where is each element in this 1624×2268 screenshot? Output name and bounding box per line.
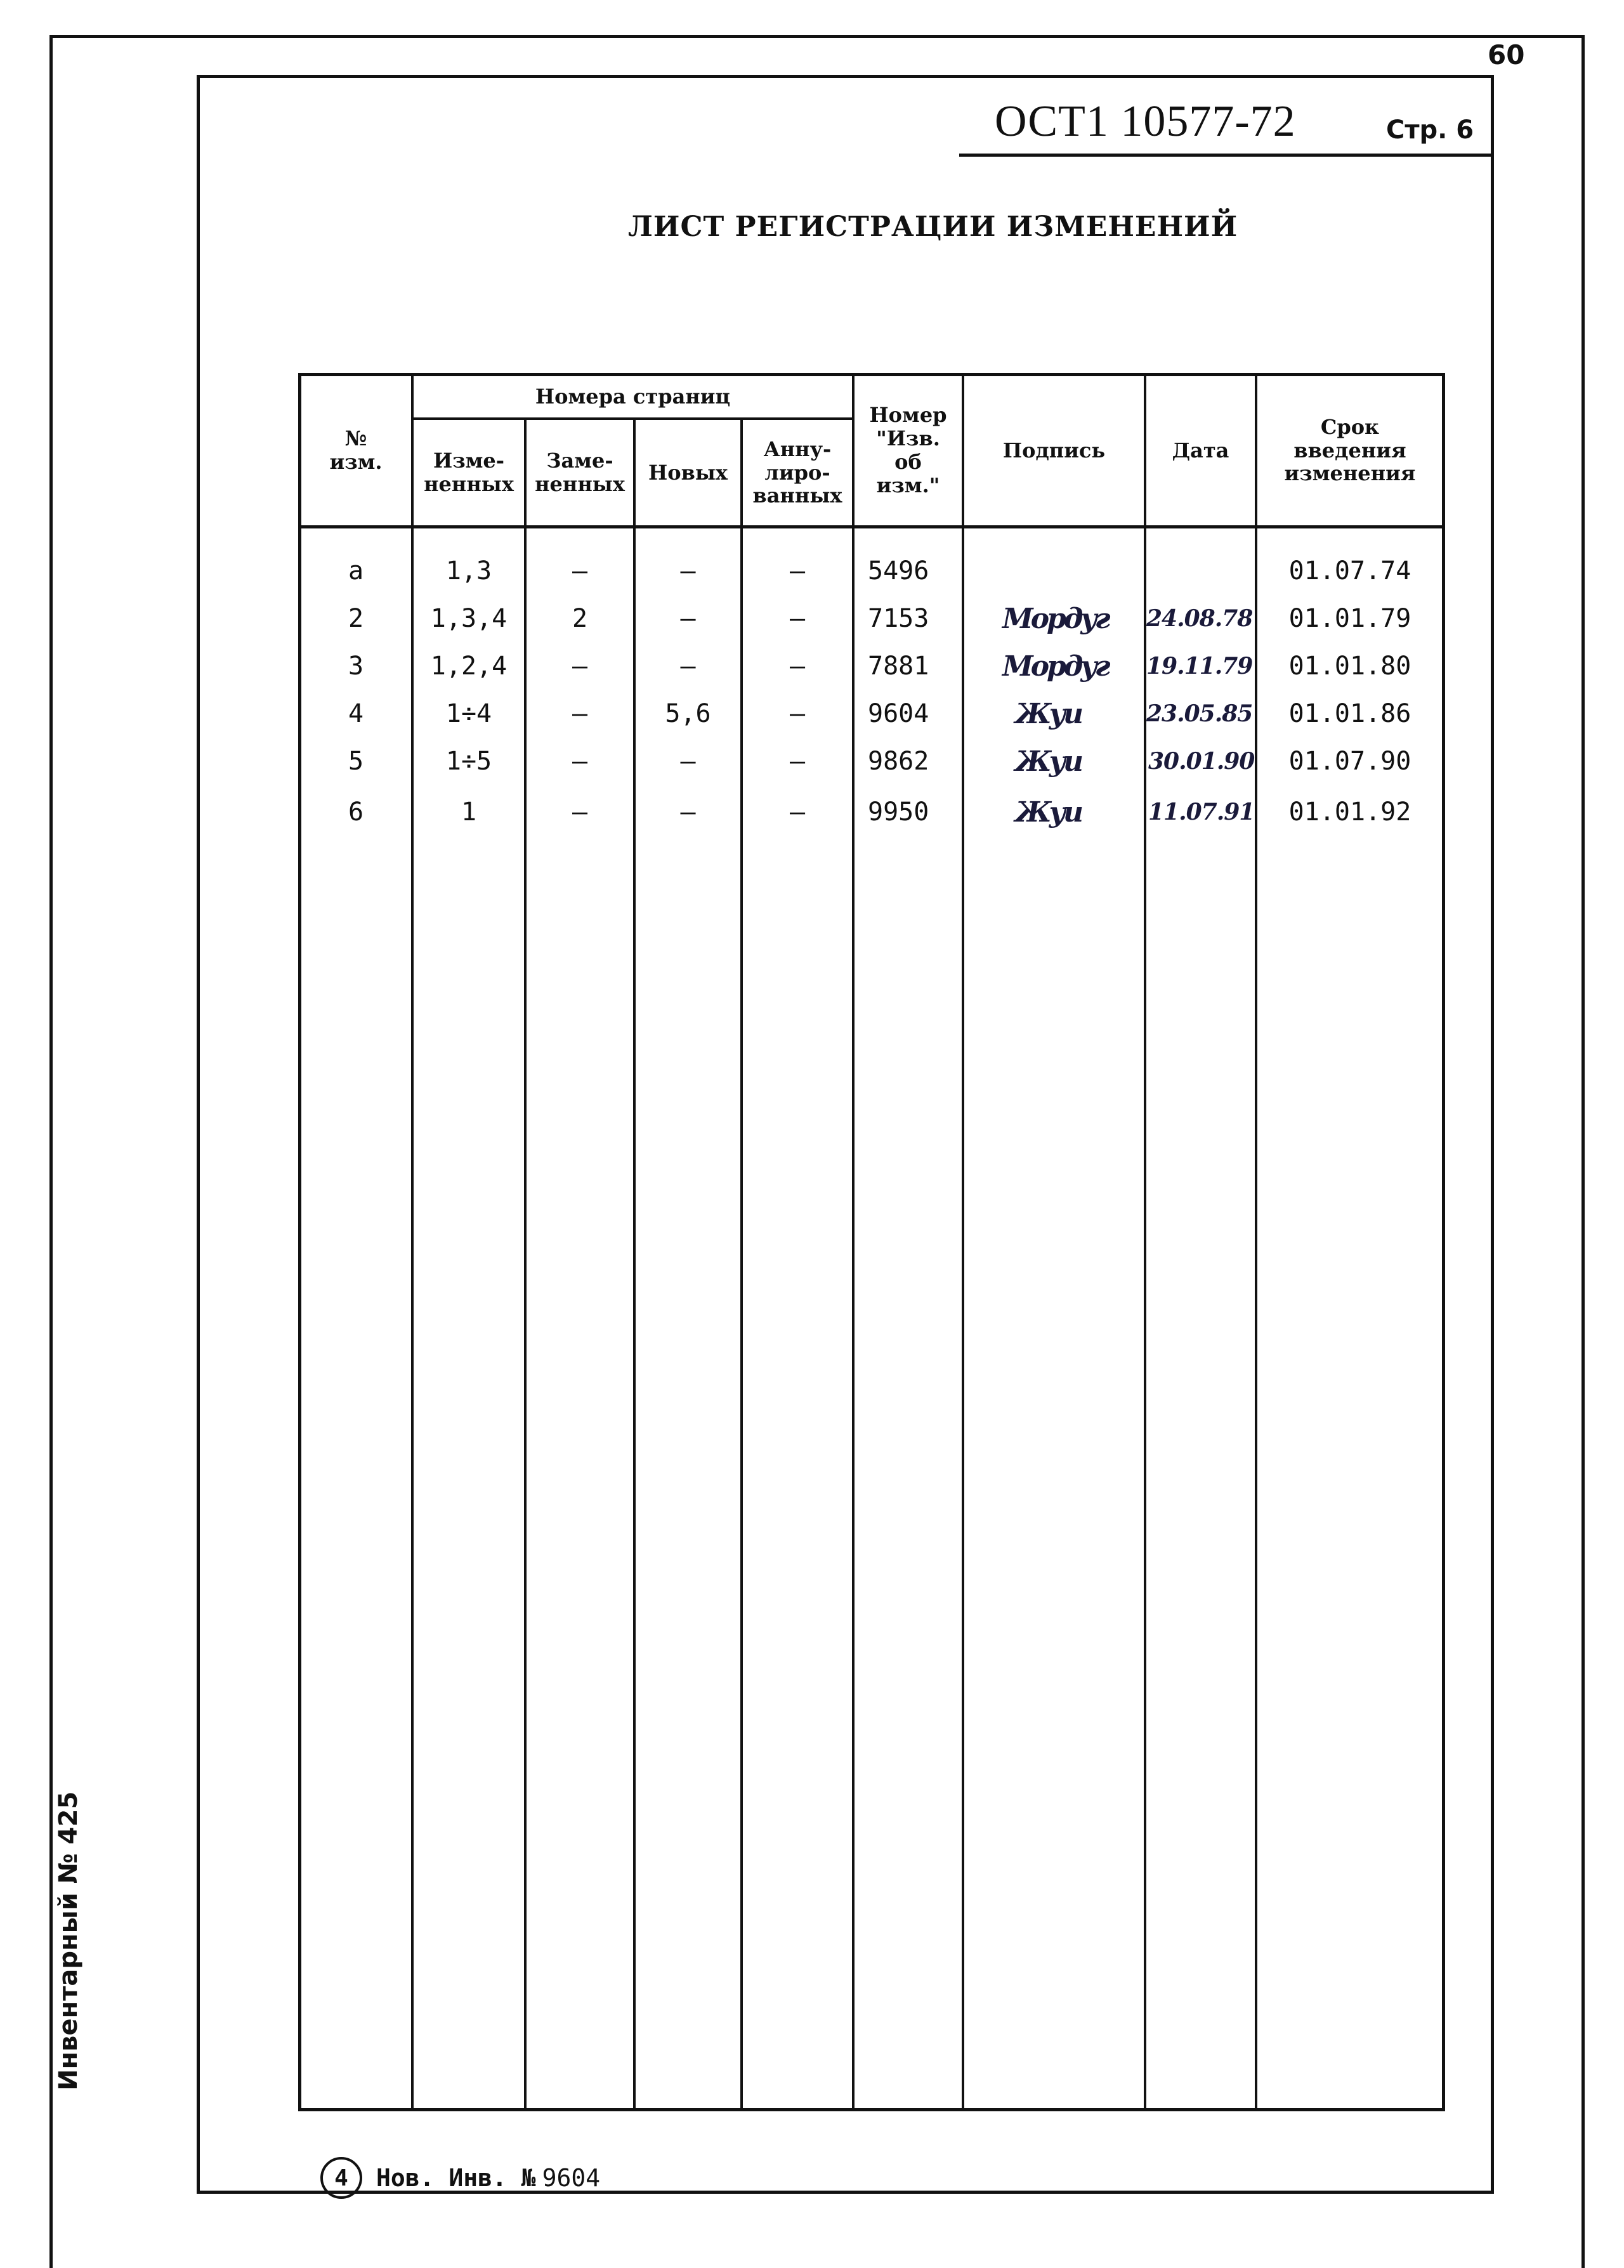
cell-notice-no: 9862 [868, 747, 929, 776]
header-effective-date: Срок введения изменения [1284, 414, 1416, 486]
footnote-number: 9604 [542, 2164, 601, 2192]
header-notice-number: Номер "Изв. об изм." [869, 403, 947, 497]
cell-signature: Жуи [1015, 745, 1082, 778]
cell-new: – [680, 797, 696, 827]
header-signature: Подпись [1002, 438, 1106, 462]
cell-date: 30.01.90 [1148, 748, 1255, 775]
footnote [320, 2157, 600, 2199]
cell-notice-no: 9604 [868, 699, 929, 728]
cell-signature: Мордуг [1002, 602, 1108, 635]
header-page-numbers: Номера страниц [535, 384, 731, 409]
cell-effective-date: 01.01.80 [1288, 652, 1411, 681]
column-divider [962, 373, 964, 2111]
cell-notice-no: 5496 [868, 556, 929, 586]
cell-new: – [680, 652, 696, 681]
cell-notice-no: 9950 [868, 797, 929, 827]
cell-date: 24.08.78 [1146, 605, 1253, 632]
cell-replaced: – [572, 699, 588, 728]
cell-effective-date: 01.01.92 [1288, 797, 1411, 827]
page-title: ЛИСТ РЕГИСТРАЦИИ ИЗМЕНЕНИЙ [628, 211, 1238, 243]
header-change-no: № изм. [329, 426, 383, 474]
footnote-circle-number: 4 [320, 2157, 362, 2199]
document-code: ОСТ1 10577-72 [995, 97, 1296, 146]
header-new-pages: Новых [648, 460, 728, 485]
cell-annulled: – [789, 604, 806, 633]
cell-change-no: 2 [348, 604, 364, 633]
cell-replaced: – [572, 797, 588, 827]
footnote-text: Нов. Инв. № [376, 2164, 536, 2192]
header-replaced-pages: Заме- ненных [535, 449, 625, 496]
cell-date: 19.11.79 [1146, 653, 1253, 679]
cell-replaced: – [572, 747, 588, 776]
cell-signature: Жуи [1015, 697, 1082, 730]
cell-annulled: – [789, 699, 806, 728]
cell-new: – [680, 747, 696, 776]
header-changed-pages: Изме- ненных [424, 449, 514, 496]
cell-new: – [680, 556, 696, 586]
cell-annulled: – [789, 556, 806, 586]
cell-notice-no: 7153 [868, 604, 929, 633]
cell-change-no: 5 [348, 747, 364, 776]
cell-replaced: 2 [572, 604, 588, 633]
cell-changed: 1,3,4 [430, 604, 508, 633]
cell-notice-no: 7881 [868, 652, 929, 681]
cell-date: 11.07.91 [1148, 799, 1255, 825]
cell-effective-date: 01.07.74 [1288, 556, 1411, 586]
cell-new: 5,6 [665, 699, 711, 728]
cell-signature: Жуи [1015, 796, 1082, 829]
cell-changed: 1,3 [445, 556, 492, 586]
sheet-number: 60 [1488, 39, 1525, 70]
header-date: Дата [1172, 438, 1229, 462]
header-rule [959, 154, 1492, 157]
cell-changed: 1,2,4 [430, 652, 508, 681]
cell-change-no: 4 [348, 699, 364, 728]
cell-change-no: 3 [348, 652, 364, 681]
cell-annulled: – [789, 652, 806, 681]
header-annulled-pages: Анну- лиро- ванных [752, 436, 842, 508]
cell-change-no: а [348, 556, 364, 586]
cell-effective-date: 01.07.90 [1288, 747, 1411, 776]
cell-change-no: 6 [348, 797, 364, 827]
cell-changed: 1÷5 [445, 747, 492, 776]
page-label: Стр. 6 [1386, 115, 1474, 145]
cell-replaced: – [572, 652, 588, 681]
cell-annulled: – [789, 797, 806, 827]
cell-new: – [680, 604, 696, 633]
inventory-label: Инвентарный № 425 [54, 1791, 83, 2090]
cell-signature: Мордуг [1002, 650, 1108, 683]
cell-changed: 1÷4 [445, 699, 492, 728]
cell-effective-date: 01.01.79 [1288, 604, 1411, 633]
header-bottom-rule [298, 525, 1445, 528]
cell-effective-date: 01.01.86 [1288, 699, 1411, 728]
cell-annulled: – [789, 747, 806, 776]
cell-changed: 1 [461, 797, 477, 827]
column-divider [852, 373, 855, 2111]
cell-replaced: – [572, 556, 588, 586]
cell-date: 23.05.85 [1146, 700, 1253, 727]
